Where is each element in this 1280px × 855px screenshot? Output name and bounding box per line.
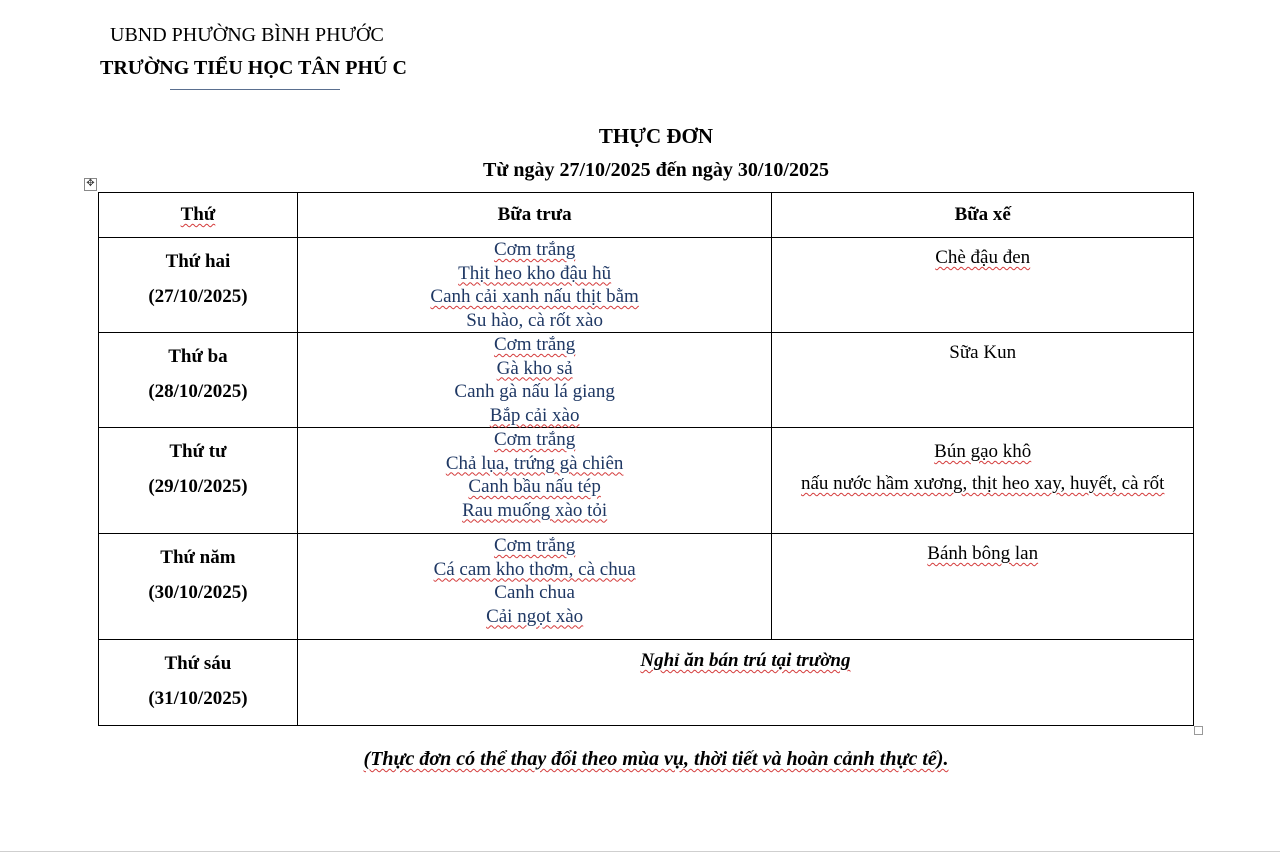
date-range-subtitle: Từ ngày 27/10/2025 đến ngày 30/10/2025: [483, 159, 829, 181]
header-underline: [170, 89, 340, 90]
lunch-item: Cơm trắng: [493, 429, 576, 450]
table-row: [99, 428, 1194, 534]
school-name: TRƯỜNG TIỂU HỌC TÂN PHÚ C: [100, 57, 407, 79]
snack-cell: [772, 333, 1194, 428]
lunch-cell: [297, 534, 772, 640]
page-bottom-divider: [0, 851, 1280, 852]
lunch-item: Canh gà nấu lá giang: [454, 381, 615, 402]
snack-item: Chè đậu đen: [935, 247, 1031, 268]
snack-cell: [772, 534, 1194, 640]
header-lunch: Bữa trưa: [297, 193, 772, 238]
table-row: [99, 238, 1194, 333]
header-snack: Bữa xế: [772, 193, 1194, 238]
day-cell: [99, 333, 298, 428]
table-row: [99, 333, 1194, 428]
day-name: Thứ ba: [168, 346, 228, 367]
day-name: Thứ năm: [160, 547, 236, 568]
snack-cell: [772, 428, 1194, 534]
no-meal-cell: [297, 640, 1193, 726]
lunch-item: Thịt heo kho đậu hũ: [458, 262, 612, 284]
snack-item: Bún gạo khô: [934, 441, 1032, 462]
day-date: (29/10/2025): [148, 476, 248, 497]
table-row: [99, 534, 1194, 640]
day-cell: [99, 534, 298, 640]
lunch-cell: [297, 333, 772, 428]
no-meal-note: Nghỉ ăn bán trú tại trường: [640, 650, 851, 671]
table-move-handle-icon[interactable]: ✥: [84, 178, 97, 191]
snack-item: nấu nước hầm xương, thịt heo xay, huyết, cà rốt: [800, 473, 1165, 494]
day-name: Thứ hai: [165, 251, 231, 272]
lunch-item: Cơm trắng: [493, 239, 576, 260]
lunch-item: Rau muống xào tỏi: [462, 499, 608, 521]
lunch-item: Cơm trắng: [493, 334, 576, 355]
footer-note: (Thực đơn có thể thay đổi theo mùa vụ, thời tiết và hoàn cảnh thực tế).: [363, 748, 949, 770]
page-title: THỰC ĐƠN: [598, 124, 714, 148]
day-cell: [99, 428, 298, 534]
day-date: (31/10/2025): [148, 688, 248, 709]
table-row: [99, 640, 1194, 726]
table-resize-handle[interactable]: [1194, 726, 1203, 735]
day-date: (27/10/2025): [148, 286, 248, 307]
day-name: Thứ tư: [169, 441, 227, 462]
table-header-row: [99, 193, 1194, 238]
day-cell: [99, 640, 298, 726]
snack-item: Bánh bông lan: [927, 543, 1039, 564]
lunch-item: Canh cải xanh nấu thịt bằm: [430, 286, 639, 307]
lunch-item: Cải ngọt xào: [486, 605, 584, 627]
lunch-cell: [297, 238, 772, 333]
day-cell: [99, 238, 298, 333]
snack-cell: [772, 238, 1194, 333]
lunch-item: Gà kho sả: [496, 357, 573, 379]
lunch-item: Su hào, cà rốt xào: [466, 309, 603, 331]
agency-name: UBND PHƯỜNG BÌNH PHƯỚC: [110, 24, 384, 46]
day-date: (30/10/2025): [148, 582, 248, 603]
lunch-cell: [297, 428, 772, 534]
lunch-item: Chả lụa, trứng gà chiên: [445, 452, 624, 474]
day-date: (28/10/2025): [148, 381, 248, 402]
lunch-item: Canh bầu nấu tép: [468, 476, 601, 497]
lunch-item: Canh chua: [494, 582, 575, 603]
day-name: Thứ sáu: [164, 653, 232, 674]
lunch-item: Bắp cải xào: [489, 404, 580, 426]
snack-item: Sữa Kun: [949, 342, 1017, 363]
lunch-item: Cơm trắng: [493, 535, 576, 556]
header-day: Thứ: [99, 193, 298, 238]
lunch-item: Cá cam kho thơm, cà chua: [433, 558, 636, 580]
menu-table: [98, 192, 1194, 726]
